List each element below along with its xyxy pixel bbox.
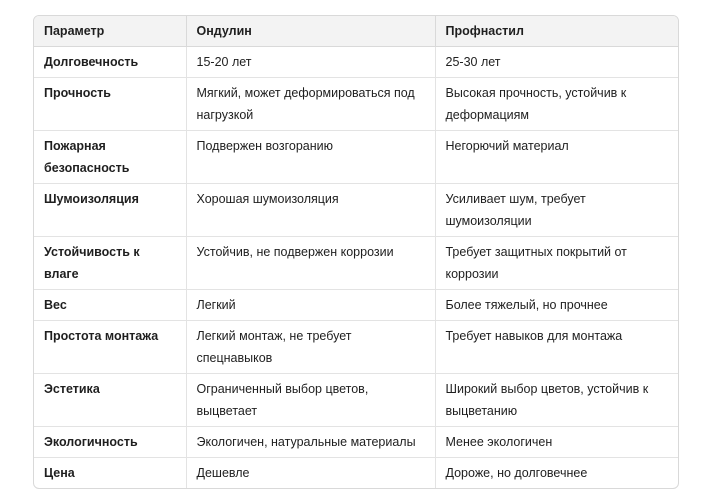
row-ondulin-value: Мягкий, может деформироваться под нагрузкой: [186, 77, 435, 130]
table-header-row: [34, 16, 678, 46]
table-row: [34, 289, 678, 320]
table-row: [34, 183, 678, 236]
row-ondulin-value: Устойчив, не подвержен коррозии: [186, 236, 435, 289]
row-parameter: Экологичность: [34, 426, 186, 457]
comparison-table: [34, 16, 678, 488]
row-profnastil-value: Более тяжелый, но прочнее: [435, 289, 678, 320]
header-profnastil: Профнастил: [435, 16, 678, 46]
row-profnastil-value: Менее экологичен: [435, 426, 678, 457]
row-parameter: Прочность: [34, 77, 186, 130]
row-profnastil-value: Широкий выбор цветов, устойчив к выцветанию: [435, 373, 678, 426]
row-profnastil-value: Требует защитных покрытий от коррозии: [435, 236, 678, 289]
row-ondulin-value: Легкий монтаж, не требует спецнавыков: [186, 320, 435, 373]
row-ondulin-value: Подвержен возгоранию: [186, 130, 435, 183]
header-ondulin: Ондулин: [186, 16, 435, 46]
table-row: [34, 373, 678, 426]
row-ondulin-value: Легкий: [186, 289, 435, 320]
row-ondulin-value: Хорошая шумоизоляция: [186, 183, 435, 236]
row-profnastil-value: Дороже, но долговечнее: [445, 465, 588, 480]
table-row: [34, 130, 678, 183]
row-profnastil-value: Негорючий материал: [435, 130, 678, 183]
row-ondulin-value: Дешевле: [186, 457, 435, 488]
table-row: [34, 457, 678, 488]
table-row: [34, 46, 678, 77]
row-parameter: Простота монтажа: [34, 320, 186, 373]
row-parameter: Долговечность: [34, 46, 186, 77]
comparison-table-container: [33, 15, 679, 489]
row-ondulin-value: Ограниченный выбор цветов, выцветает: [186, 373, 435, 426]
row-parameter: Вес: [34, 289, 186, 320]
table-row: [34, 77, 678, 130]
row-parameter: Цена: [34, 457, 186, 488]
row-ondulin-value: 15-20 лет: [186, 46, 435, 77]
table-row: [34, 320, 678, 373]
row-profnastil-value: Высокая прочность, устойчив к деформациям: [435, 77, 678, 130]
row-ondulin-value: Экологичен, натуральные материалы: [186, 426, 435, 457]
row-profnastil-value: Усиливает шум, требует шумоизоляции: [435, 183, 678, 236]
row-parameter: Устойчивость к влаге: [34, 236, 186, 289]
row-profnastil-value: Требует навыков для монтажа: [435, 320, 678, 373]
row-parameter: Эстетика: [34, 373, 186, 426]
table-row: [34, 426, 678, 457]
row-profnastil-value: 25-30 лет: [435, 46, 678, 77]
header-parameter: Параметр: [34, 16, 186, 46]
table-row: [34, 236, 678, 289]
row-parameter: Пожарная безопасность: [34, 130, 186, 183]
row-parameter: Шумоизоляция: [34, 183, 186, 236]
